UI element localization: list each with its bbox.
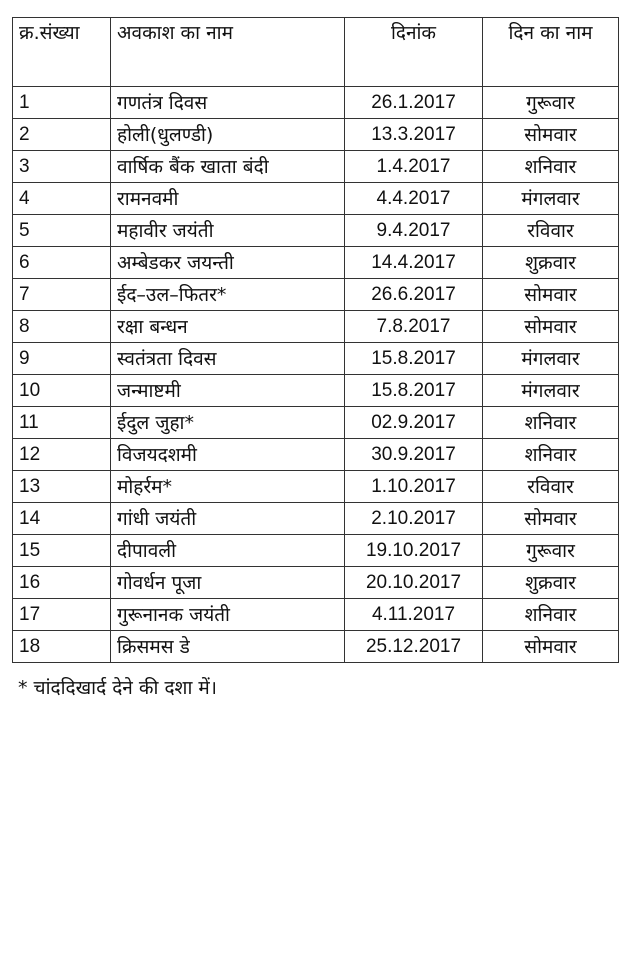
row-holiday-name: रक्षा बन्धन — [111, 311, 345, 343]
table-row — [13, 279, 619, 311]
row-holiday-name: विजयदशमी — [111, 439, 345, 471]
row-day: शनिवार — [483, 599, 619, 631]
table-row — [13, 631, 619, 663]
row-day: सोमवार — [483, 503, 619, 535]
row-holiday-name: ईदुल जुहा* — [111, 407, 345, 439]
table-row — [13, 151, 619, 183]
row-day: शनिवार — [483, 407, 619, 439]
row-day: सोमवार — [483, 631, 619, 663]
row-date: 9.4.2017 — [345, 215, 483, 247]
row-date: 15.8.2017 — [345, 343, 483, 375]
row-date: 1.4.2017 — [345, 151, 483, 183]
row-date: 4.11.2017 — [345, 599, 483, 631]
row-date: 2.10.2017 — [345, 503, 483, 535]
row-date: 4.4.2017 — [345, 183, 483, 215]
row-holiday-name: ईद–उल–फितर* — [111, 279, 345, 311]
row-serial: 18 — [13, 631, 111, 663]
row-date: 26.1.2017 — [345, 87, 483, 119]
row-holiday-name: गणतंत्र दिवस — [111, 87, 345, 119]
row-serial: 11 — [13, 407, 111, 439]
row-day: शनिवार — [483, 439, 619, 471]
row-holiday-name: जन्माष्टमी — [111, 375, 345, 407]
table-row — [13, 183, 619, 215]
row-holiday-name: दीपावली — [111, 535, 345, 567]
row-serial: 17 — [13, 599, 111, 631]
row-holiday-name: गुरूनानक जयंती — [111, 599, 345, 631]
header-serial: क्र.संख्या — [13, 18, 111, 87]
header-row — [13, 18, 619, 87]
row-date: 30.9.2017 — [345, 439, 483, 471]
table-row — [13, 503, 619, 535]
row-day: मंगलवार — [483, 375, 619, 407]
row-date: 1.10.2017 — [345, 471, 483, 503]
row-holiday-name: वार्षिक बैंक खाता बंदी — [111, 151, 345, 183]
table-row — [13, 119, 619, 151]
row-date: 26.6.2017 — [345, 279, 483, 311]
row-day: शनिवार — [483, 151, 619, 183]
table-row — [13, 87, 619, 119]
holiday-table — [12, 17, 619, 663]
row-serial: 14 — [13, 503, 111, 535]
row-holiday-name: गांधी जयंती — [111, 503, 345, 535]
row-serial: 15 — [13, 535, 111, 567]
row-day: रविवार — [483, 215, 619, 247]
row-serial: 12 — [13, 439, 111, 471]
row-date: 19.10.2017 — [345, 535, 483, 567]
row-day: शुक्रवार — [483, 247, 619, 279]
row-serial: 1 — [13, 87, 111, 119]
row-serial: 8 — [13, 311, 111, 343]
row-date: 14.4.2017 — [345, 247, 483, 279]
row-day: गुरूवार — [483, 87, 619, 119]
row-date: 7.8.2017 — [345, 311, 483, 343]
table-row — [13, 535, 619, 567]
row-date: 02.9.2017 — [345, 407, 483, 439]
row-holiday-name: अम्बेडकर जयन्ती — [111, 247, 345, 279]
table-row — [13, 343, 619, 375]
row-date: 15.8.2017 — [345, 375, 483, 407]
table-row — [13, 407, 619, 439]
header-holiday-name: अवकाश का नाम — [111, 18, 345, 87]
row-serial: 10 — [13, 375, 111, 407]
row-date: 13.3.2017 — [345, 119, 483, 151]
row-serial: 6 — [13, 247, 111, 279]
row-day: मंगलवार — [483, 343, 619, 375]
row-holiday-name: मोहर्रम* — [111, 471, 345, 503]
row-holiday-name: रामनवमी — [111, 183, 345, 215]
row-holiday-name: महावीर जयंती — [111, 215, 345, 247]
table-row — [13, 247, 619, 279]
row-serial: 13 — [13, 471, 111, 503]
table-row — [13, 311, 619, 343]
row-day: रविवार — [483, 471, 619, 503]
row-date: 20.10.2017 — [345, 567, 483, 599]
row-serial: 5 — [13, 215, 111, 247]
table-row — [13, 215, 619, 247]
row-day: सोमवार — [483, 279, 619, 311]
table-row — [13, 439, 619, 471]
row-serial: 7 — [13, 279, 111, 311]
row-date: 25.12.2017 — [345, 631, 483, 663]
table-row — [13, 471, 619, 503]
row-serial: 2 — [13, 119, 111, 151]
table-row — [13, 567, 619, 599]
row-serial: 9 — [13, 343, 111, 375]
header-date: दिनांक — [345, 18, 483, 87]
row-serial: 16 — [13, 567, 111, 599]
footnote: * चांददिखार्द देने की दशा में। — [18, 677, 217, 699]
row-holiday-name: गोवर्धन पूजा — [111, 567, 345, 599]
row-serial: 4 — [13, 183, 111, 215]
row-holiday-name: होली(धुलण्डी) — [111, 119, 345, 151]
table-header — [13, 18, 619, 87]
header-day: दिन का नाम — [483, 18, 619, 87]
row-day: सोमवार — [483, 311, 619, 343]
row-day: मंगलवार — [483, 183, 619, 215]
row-day: शुक्रवार — [483, 567, 619, 599]
row-day: सोमवार — [483, 119, 619, 151]
row-holiday-name: स्वतंत्रता दिवस — [111, 343, 345, 375]
table-body — [13, 87, 619, 663]
table-row — [13, 599, 619, 631]
table-row — [13, 375, 619, 407]
row-day: गुरूवार — [483, 535, 619, 567]
row-holiday-name: क्रिसमस डे — [111, 631, 345, 663]
row-serial: 3 — [13, 151, 111, 183]
